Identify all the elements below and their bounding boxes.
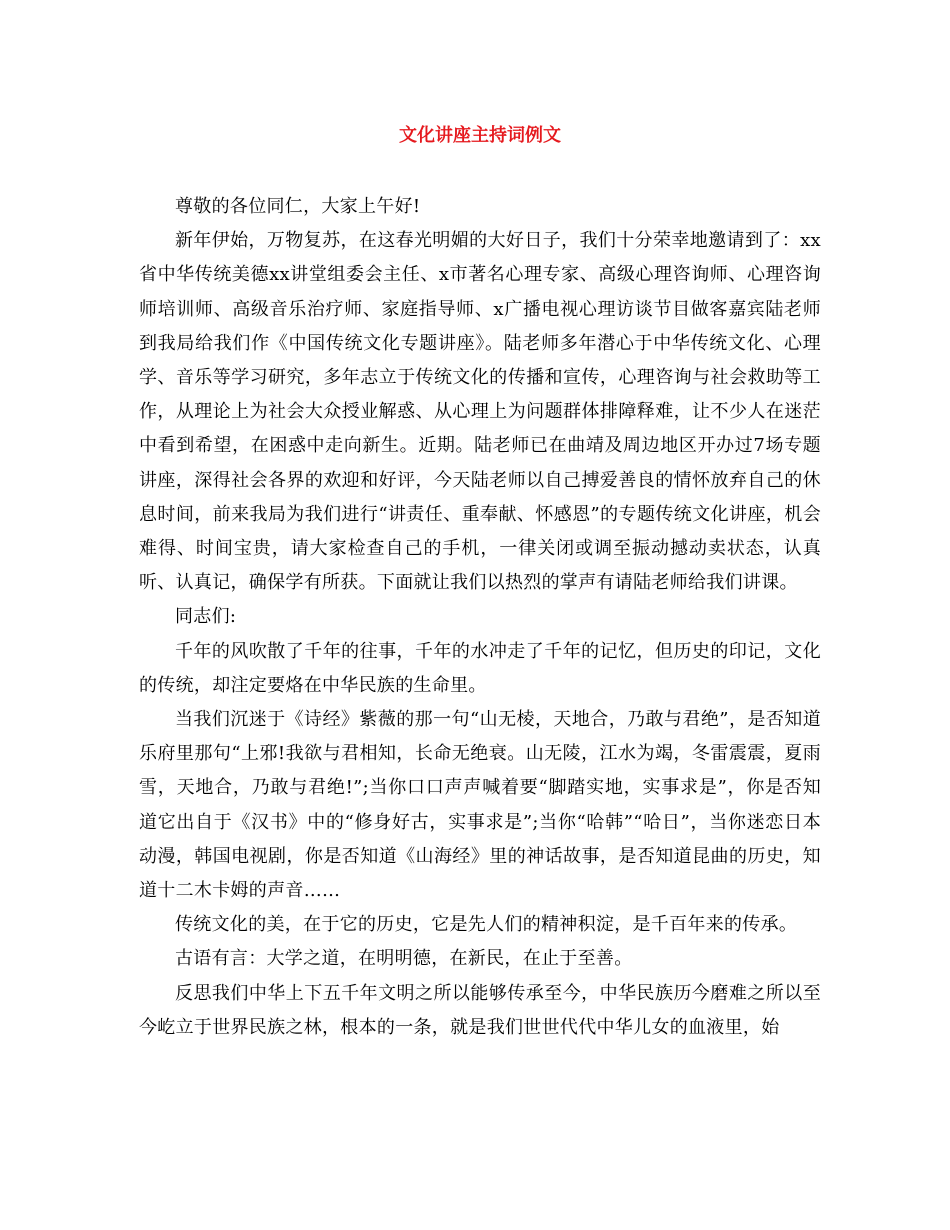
paragraph: 当我们沉迷于《诗经》紫薇的那一句“山无棱，天地合，乃敢与君绝”，是否知道乐府里那句“上邪!我欲与君相知，长命无绝衰。山无陵，江水为竭，冬雷震震，夏雨雪，天地合，乃敢与君绝!”;当你口口声声喊着要“脚踏实地，实事求是”，你是否知道它出自于《汉书》中的“修身好古，实事求是”;当你“哈韩”“哈日”，当你迷恋日本动漫，韩国电视剧，你是否知道《山海经》里的神话故事，是否知道昆曲的历史，知道十二木卡姆的声音…… <box>139 709 821 902</box>
document-body <box>139 190 821 1045</box>
document-page <box>139 0 821 1230</box>
document-title: 文化讲座主持词例文 <box>399 125 561 146</box>
paragraph: 古语有言：大学之道，在明明德，在新民，在止于至善。 <box>175 948 633 970</box>
paragraph: 千年的风吹散了千年的往事，千年的水冲走了千年的记忆，但历史的印记，文化的传统，却注定要烙在中华民族的生命里。 <box>139 640 821 696</box>
paragraph-address: 同志们: <box>175 606 237 628</box>
paragraph-greeting: 尊敬的各位同仁，大家上午好! <box>175 196 421 217</box>
paragraph-introduction: 新年伊始，万物复苏，在这春光明媚的大好日子，我们十分荣幸地邀请到了：xx省中华传统美德xx讲堂组委会主任、x市著名心理专家、高级心理咨询师、心理咨询师培训师、高级音乐治疗师、家庭指导师、x广播电视心理访谈节目做客嘉宾陆老师到我局给我们作《中国传统文化专题讲座》。陆老师多年潜心于中华传统文化、心理学、音乐等学习研究，多年志立于传统文化的传播和宣传，心理咨询与社会救助等工作，从理论上为社会大众授业解惑、从心理上为问题群体排障释难，让不少人在迷茫中看到希望，在困惑中走向新生。近期。陆老师已在曲靖及周边地区开办过7场专题讲座，深得社会各界的欢迎和好评，今天陆老师以自己搏爱善良的情怀放弃自己的休息时间，前来我局为我们进行“讲责任、重奉献、怀感恩”的专题传统文化讲座，机会难得、时间宝贵，请大家检查自己的手机，一律关闭或调至振动撼动卖状态，认真听、认真记，确保学有所获。下面就让我们以热烈的掌声有请陆老师给我们讲课。 <box>139 230 821 594</box>
paragraph: 传统文化的美，在于它的历史，它是先人们的精神积淀，是千百年来的传承。 <box>175 914 798 936</box>
paragraph: 反思我们中华上下五千年文明之所以能够传承至今，中华民族历今磨难之所以至今屹立于世界民族之林，根本的一条，就是我们世世代代中华儿女的血液里，始 <box>139 982 821 1038</box>
